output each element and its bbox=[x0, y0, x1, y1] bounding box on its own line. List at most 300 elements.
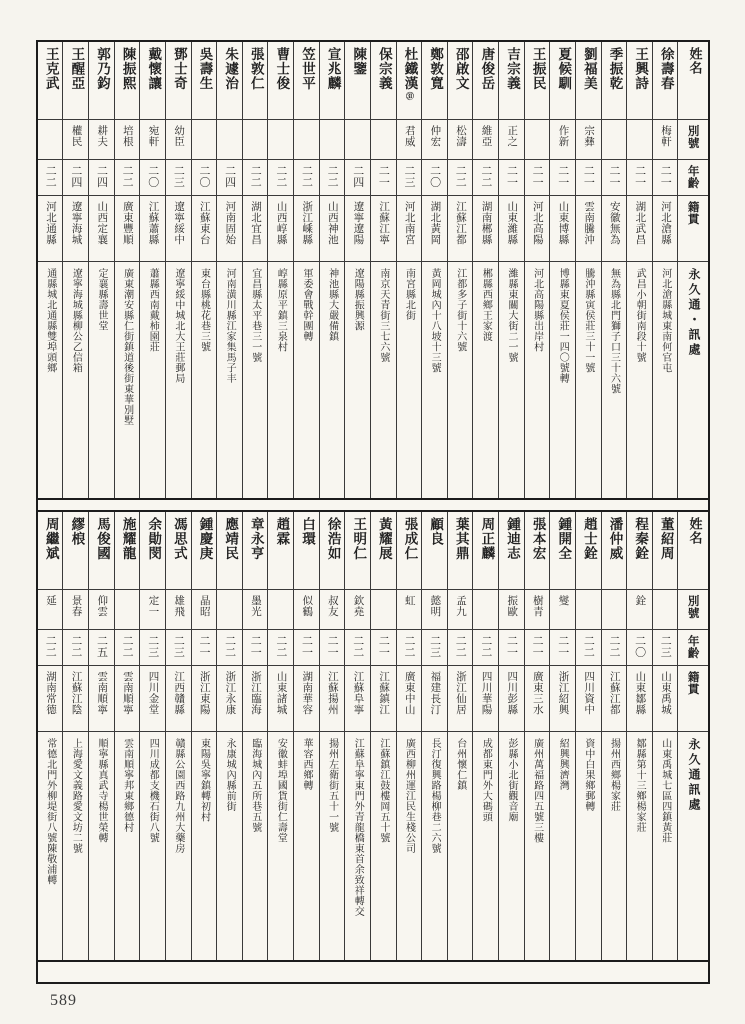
person-age: 二〇 bbox=[422, 160, 447, 196]
person-address: 江都多子街十六號 bbox=[454, 268, 466, 352]
person-alias bbox=[243, 120, 268, 160]
person-alias bbox=[371, 590, 396, 630]
person-address: 南宮縣北街 bbox=[403, 268, 415, 321]
column-header-name: 姓名 bbox=[678, 512, 708, 590]
person-native: 山東禹城 bbox=[653, 666, 678, 732]
person-alias bbox=[268, 590, 293, 630]
page-frame bbox=[36, 40, 710, 984]
person-age: 二三 bbox=[140, 630, 165, 666]
person-native: 湖南華容 bbox=[294, 666, 319, 732]
person-column bbox=[525, 42, 551, 498]
person-age: 二一 bbox=[576, 160, 601, 196]
person-age: 二二 bbox=[473, 160, 498, 196]
person-column bbox=[627, 512, 653, 960]
person-age: 二三 bbox=[653, 630, 678, 666]
person-alias bbox=[268, 120, 293, 160]
person-name: 鍾迪志 bbox=[499, 512, 524, 590]
person-alias bbox=[602, 590, 627, 630]
person-native: 四川華陽 bbox=[473, 666, 498, 732]
person-column bbox=[38, 512, 64, 960]
person-column bbox=[294, 512, 320, 960]
person-column bbox=[473, 512, 499, 960]
person-address: 臨海城內五所巷五號 bbox=[249, 738, 261, 833]
person-column bbox=[268, 42, 294, 498]
person-address: 廣州萬福路四五號三樓 bbox=[531, 738, 543, 843]
person-native: 山東濰縣 bbox=[499, 196, 524, 262]
person-column bbox=[525, 512, 551, 960]
column-header-age: 年齡 bbox=[678, 160, 708, 196]
person-native: 河北南宮 bbox=[397, 196, 422, 262]
person-name: 戴懷讓 bbox=[140, 42, 165, 120]
person-column bbox=[38, 42, 64, 498]
person-age: 二二 bbox=[473, 630, 498, 666]
person-age: 二二 bbox=[243, 160, 268, 196]
person-name: 應靖民 bbox=[217, 512, 242, 590]
person-alias: 延 bbox=[38, 590, 63, 630]
column-header-age: 年齡 bbox=[678, 630, 708, 666]
person-address: 無為縣北門獅子口三十六號 bbox=[608, 268, 620, 394]
person-column bbox=[627, 42, 653, 498]
person-age: 二〇 bbox=[140, 160, 165, 196]
person-native: 江蘇江都 bbox=[448, 196, 473, 262]
person-native: 浙江臨海 bbox=[243, 666, 268, 732]
person-age: 二五 bbox=[89, 630, 114, 666]
person-age: 二二 bbox=[217, 630, 242, 666]
person-address: 黃岡城內十八坡十三號 bbox=[429, 268, 441, 373]
person-native: 河北高陽 bbox=[525, 196, 550, 262]
person-column bbox=[115, 42, 141, 498]
person-alias: 培根 bbox=[115, 120, 140, 160]
person-alias: 定一 bbox=[140, 590, 165, 630]
person-age: 二三 bbox=[166, 160, 191, 196]
person-name: 王克武 bbox=[38, 42, 63, 120]
person-name: 笠世平 bbox=[294, 42, 319, 120]
person-column bbox=[602, 512, 628, 960]
person-age: 二一 bbox=[499, 630, 524, 666]
person-age: 二三 bbox=[166, 630, 191, 666]
person-column bbox=[140, 42, 166, 498]
person-age: 二一 bbox=[243, 630, 268, 666]
header-column bbox=[678, 512, 708, 960]
person-alias bbox=[320, 120, 345, 160]
person-name: 王振民 bbox=[525, 42, 550, 120]
person-address: 武昌小朝街南段十號 bbox=[634, 268, 646, 363]
person-native: 河北滄縣 bbox=[653, 196, 678, 262]
person-native: 浙江東陽 bbox=[192, 666, 217, 732]
person-alias bbox=[192, 120, 217, 160]
person-name: 馬俊國 bbox=[89, 512, 114, 590]
person-age: 二一 bbox=[550, 630, 575, 666]
person-name: 邵啟文 bbox=[448, 42, 473, 120]
person-address: 崞縣原平鎮三泉村 bbox=[275, 268, 287, 352]
person-native: 遼寧海城 bbox=[63, 196, 88, 262]
person-name: 夏候馴 bbox=[550, 42, 575, 120]
person-alias bbox=[294, 120, 319, 160]
person-alias: 墨光 bbox=[243, 590, 268, 630]
person-native: 遼寧遼陽 bbox=[345, 196, 370, 262]
person-age: 二一 bbox=[602, 160, 627, 196]
person-alias: 正之 bbox=[499, 120, 524, 160]
person-native: 湖北武昌 bbox=[627, 196, 652, 262]
person-age: 二四 bbox=[63, 160, 88, 196]
person-address: 東台縣桃花巷三號 bbox=[198, 268, 210, 352]
person-name: 杜鐵漢 ㉛ bbox=[397, 42, 422, 120]
person-native: 廣東豐順 bbox=[115, 196, 140, 262]
person-name: 王興詩 bbox=[627, 42, 652, 120]
person-column bbox=[422, 512, 448, 960]
directory-table-bottom bbox=[38, 510, 708, 962]
person-native: 雲南順寧 bbox=[89, 666, 114, 732]
person-alias: 梅軒 bbox=[653, 120, 678, 160]
person-name: 王醒亞 bbox=[63, 42, 88, 120]
person-age: 二二 bbox=[320, 160, 345, 196]
person-address: 華容西鄉轉 bbox=[300, 738, 312, 791]
person-name: 曹士俊 bbox=[268, 42, 293, 120]
person-address: 博縣東夏侯莊一四〇號轉 bbox=[557, 268, 569, 384]
person-native: 山西定襄 bbox=[89, 196, 114, 262]
person-age: 二二 bbox=[294, 160, 319, 196]
person-age: 二二 bbox=[115, 160, 140, 196]
person-column bbox=[653, 512, 679, 960]
person-address: 軍委會戰幹團轉 bbox=[300, 268, 312, 342]
person-native: 江蘇江都 bbox=[602, 666, 627, 732]
person-name: 繆桹 bbox=[63, 512, 88, 590]
person-address: 紹興興濟灣 bbox=[557, 738, 569, 791]
person-column bbox=[499, 42, 525, 498]
person-age: 二四 bbox=[217, 160, 242, 196]
person-column bbox=[294, 42, 320, 498]
person-native: 四川彭縣 bbox=[499, 666, 524, 732]
person-name: 潘仲威 bbox=[602, 512, 627, 590]
person-column bbox=[345, 42, 371, 498]
person-alias bbox=[371, 120, 396, 160]
person-name: 趙霖 bbox=[268, 512, 293, 590]
person-address: 揚州西鄉楊家莊 bbox=[608, 738, 620, 812]
person-alias: 宛軒 bbox=[140, 120, 165, 160]
person-column bbox=[320, 42, 346, 498]
person-alias bbox=[217, 120, 242, 160]
person-native: 雲南騰沖 bbox=[576, 196, 601, 262]
person-name: 鍾開全 bbox=[550, 512, 575, 590]
column-header-address: 永久通・訊處 bbox=[686, 268, 701, 358]
person-address: 定襄縣壽世堂 bbox=[95, 268, 107, 331]
person-native: 山東鄒縣 bbox=[627, 666, 652, 732]
person-native: 福建長汀 bbox=[422, 666, 447, 732]
person-native: 山東博縣 bbox=[550, 196, 575, 262]
person-address: 南京天青街三七六號 bbox=[377, 268, 389, 363]
person-column bbox=[473, 42, 499, 498]
person-alias bbox=[217, 590, 242, 630]
person-native: 遼寧綏中 bbox=[166, 196, 191, 262]
person-age: 二〇 bbox=[627, 630, 652, 666]
person-native: 湖北黃岡 bbox=[422, 196, 447, 262]
person-column bbox=[345, 512, 371, 960]
person-address: 濰縣東關大街二一號 bbox=[505, 268, 517, 363]
person-address: 遼陽縣振興源 bbox=[352, 268, 364, 331]
person-address: 順寧縣真武寺楊世榮轉 bbox=[95, 738, 107, 843]
directory-table-top bbox=[38, 42, 708, 500]
person-address: 遼寧海城縣柳公乙信箱 bbox=[70, 268, 82, 373]
person-address: 永康城內縣前街 bbox=[224, 738, 236, 812]
person-name: 黃耀展 bbox=[371, 512, 396, 590]
person-column bbox=[140, 512, 166, 960]
person-address: 神池縣大嚴備鎮 bbox=[326, 268, 338, 342]
person-native: 安徽無為 bbox=[602, 196, 627, 262]
person-column bbox=[217, 512, 243, 960]
page-number: 589 bbox=[50, 992, 77, 1009]
person-alias bbox=[525, 120, 550, 160]
person-address: 河南潢川縣江家集馬子丰 bbox=[224, 268, 236, 384]
person-name: 陳振熙 bbox=[115, 42, 140, 120]
person-alias: 幼臣 bbox=[166, 120, 191, 160]
person-native: 山西神池 bbox=[320, 196, 345, 262]
person-name: 周正麟 bbox=[473, 512, 498, 590]
column-header-alias: 別號 bbox=[678, 590, 708, 630]
person-native: 浙江仙居 bbox=[448, 666, 473, 732]
person-alias: 仲宏 bbox=[422, 120, 447, 160]
person-address: 江蘇阜寧東門外青龍橋東首余致祥轉交 bbox=[352, 738, 364, 917]
person-name: 吉宗義 bbox=[499, 42, 524, 120]
person-age: 二二 bbox=[268, 160, 293, 196]
person-name: 王明仁 bbox=[345, 512, 370, 590]
person-column bbox=[397, 42, 423, 498]
person-name: 章永亨 bbox=[243, 512, 268, 590]
person-column bbox=[192, 42, 218, 498]
person-age: 二三 bbox=[422, 630, 447, 666]
person-address: 資中白果鄉郵轉 bbox=[582, 738, 594, 812]
person-native: 江蘇鎮江 bbox=[371, 666, 396, 732]
person-name: 宣兆麟 bbox=[320, 42, 345, 120]
person-native: 雲南順寧 bbox=[115, 666, 140, 732]
person-native: 江蘇江寧 bbox=[371, 196, 396, 262]
person-age: 二一 bbox=[550, 160, 575, 196]
person-address: 安徽蚌埠國貨街仁壽堂 bbox=[275, 738, 287, 843]
column-header-native: 籍貫 bbox=[678, 196, 708, 262]
person-native: 江蘇東台 bbox=[192, 196, 217, 262]
person-alias: 叔友 bbox=[320, 590, 345, 630]
person-age: 二二 bbox=[38, 160, 63, 196]
person-address: 常德北門外柳堤街八號陳敬浦轉 bbox=[44, 738, 56, 885]
person-address: 山東禹城七區四鎮黃莊 bbox=[659, 738, 671, 843]
person-column bbox=[602, 42, 628, 498]
person-native: 江蘇阜寧 bbox=[345, 666, 370, 732]
person-name: 鍾慶庚 bbox=[192, 512, 217, 590]
person-alias bbox=[473, 590, 498, 630]
person-column bbox=[166, 512, 192, 960]
person-alias bbox=[602, 120, 627, 160]
person-address: 台州懷仁鎮 bbox=[454, 738, 466, 791]
person-name: 余勛閔 bbox=[140, 512, 165, 590]
person-column bbox=[448, 512, 474, 960]
person-age: 二二 bbox=[448, 630, 473, 666]
person-alias: 仰雲 bbox=[89, 590, 114, 630]
person-address: 江蘇鎮江鼓樓岡五十號 bbox=[377, 738, 389, 843]
person-alias: 君威 bbox=[397, 120, 422, 160]
person-age: 二四 bbox=[345, 160, 370, 196]
person-native: 廣東中山 bbox=[397, 666, 422, 732]
person-age: 二二 bbox=[602, 630, 627, 666]
person-name: 鄧士奇 bbox=[166, 42, 191, 120]
person-address: 遼寧綏中城北大王莊郵局 bbox=[172, 268, 184, 384]
person-column bbox=[243, 42, 269, 498]
person-age: 二二 bbox=[448, 160, 473, 196]
person-native: 山東諸城 bbox=[268, 666, 293, 732]
person-name: 郭乃鈞 bbox=[89, 42, 114, 120]
person-age: 二一 bbox=[320, 630, 345, 666]
person-address: 郴縣西鄉王家渡 bbox=[480, 268, 492, 342]
person-alias: 作新 bbox=[550, 120, 575, 160]
person-address: 河北滄縣城東南何官屯 bbox=[659, 268, 671, 373]
person-age: 二二 bbox=[397, 630, 422, 666]
person-age: 二一 bbox=[192, 630, 217, 666]
person-address: 成都東門外大碼頭 bbox=[480, 738, 492, 822]
person-native: 浙江紹興 bbox=[550, 666, 575, 732]
person-column bbox=[192, 512, 218, 960]
person-name: 施耀龍 bbox=[115, 512, 140, 590]
person-address: 東陽吳寧鎮轉初村 bbox=[198, 738, 210, 822]
person-column bbox=[576, 512, 602, 960]
person-alias: 似鶴 bbox=[294, 590, 319, 630]
person-address: 通縣城北通縣雙埠頭鄉 bbox=[44, 268, 56, 373]
column-header-name: 姓名 bbox=[678, 42, 708, 120]
person-name: 趙士銓 bbox=[576, 512, 601, 590]
person-age: 二二 bbox=[345, 630, 370, 666]
column-header-alias: 別號 bbox=[678, 120, 708, 160]
person-name-note: ㉛ bbox=[405, 91, 415, 101]
person-native: 湖南常德 bbox=[38, 666, 63, 732]
person-column bbox=[115, 512, 141, 960]
person-address: 揚州左衛街五十一號 bbox=[326, 738, 338, 833]
person-name: 陳鑒 bbox=[345, 42, 370, 120]
person-native: 江西贛縣 bbox=[166, 666, 191, 732]
person-alias: 虹 bbox=[397, 590, 422, 630]
person-column bbox=[63, 512, 89, 960]
person-age: 二一 bbox=[499, 160, 524, 196]
person-age: 二二 bbox=[576, 630, 601, 666]
person-age: 二一 bbox=[371, 160, 396, 196]
person-name: 吳壽生 bbox=[192, 42, 217, 120]
person-name: 周繼斌 bbox=[38, 512, 63, 590]
person-name: 葉其鼎 bbox=[448, 512, 473, 590]
person-native: 四川金堂 bbox=[140, 666, 165, 732]
person-native: 廣東三水 bbox=[525, 666, 550, 732]
person-age: 二二 bbox=[63, 630, 88, 666]
person-column bbox=[422, 42, 448, 498]
person-alias: 耕夫 bbox=[89, 120, 114, 160]
person-alias: 振歐 bbox=[499, 590, 524, 630]
person-name: 徐壽春 bbox=[653, 42, 678, 120]
person-column bbox=[653, 42, 679, 498]
person-alias: 權民 bbox=[63, 120, 88, 160]
person-age: 二四 bbox=[89, 160, 114, 196]
person-alias bbox=[345, 120, 370, 160]
person-name: 朱遽治 bbox=[217, 42, 242, 120]
person-name: 白環 bbox=[294, 512, 319, 590]
person-name: 馮思式 bbox=[166, 512, 191, 590]
person-name: 張敦仁 bbox=[243, 42, 268, 120]
person-address: 鄒縣第十三鄉楊家莊 bbox=[634, 738, 646, 833]
person-address: 廣西柳州運江民生棧公司 bbox=[403, 738, 415, 854]
person-column bbox=[576, 42, 602, 498]
person-alias: 燮 bbox=[550, 590, 575, 630]
person-alias: 宗彝 bbox=[576, 120, 601, 160]
person-address: 蕭縣西南戴柿園莊 bbox=[147, 268, 159, 352]
person-native: 湖南郴縣 bbox=[473, 196, 498, 262]
person-address: 贛縣公園西路九州大藥房 bbox=[172, 738, 184, 854]
person-column bbox=[499, 512, 525, 960]
person-column bbox=[397, 512, 423, 960]
person-alias: 景春 bbox=[63, 590, 88, 630]
person-column bbox=[89, 42, 115, 498]
person-age: 二一 bbox=[371, 630, 396, 666]
person-column bbox=[89, 512, 115, 960]
person-age: 二三 bbox=[397, 160, 422, 196]
person-alias bbox=[576, 590, 601, 630]
person-alias: 雄飛 bbox=[166, 590, 191, 630]
person-native: 河南固始 bbox=[217, 196, 242, 262]
person-alias: 銓 bbox=[627, 590, 652, 630]
person-age: 二一 bbox=[294, 630, 319, 666]
person-address: 彭縣小北街觀音廟 bbox=[505, 738, 517, 822]
person-alias bbox=[38, 120, 63, 160]
person-name: 唐俊岳 bbox=[473, 42, 498, 120]
person-native: 山西崞縣 bbox=[268, 196, 293, 262]
person-address: 廣東潮安縣仁街鎮道後街東華別墅 bbox=[121, 268, 133, 426]
person-age: 二〇 bbox=[192, 160, 217, 196]
column-header-address: 永久通訊處 bbox=[686, 738, 701, 813]
person-age: 二二 bbox=[38, 630, 63, 666]
person-age: 二二 bbox=[115, 630, 140, 666]
person-age: 二一 bbox=[525, 630, 550, 666]
person-native: 江蘇江陰 bbox=[63, 666, 88, 732]
person-column bbox=[550, 42, 576, 498]
person-native: 河北通縣 bbox=[38, 196, 63, 262]
person-column bbox=[550, 512, 576, 960]
person-alias: 懿明 bbox=[422, 590, 447, 630]
person-column bbox=[268, 512, 294, 960]
person-name: 張本宏 bbox=[525, 512, 550, 590]
person-native: 江蘇揚州 bbox=[320, 666, 345, 732]
person-address: 雲南順寧邦東鄉德村 bbox=[121, 738, 133, 833]
person-column bbox=[243, 512, 269, 960]
person-name: 鄭敦寬 bbox=[422, 42, 447, 120]
person-name: 顧良 bbox=[422, 512, 447, 590]
person-native: 江蘇蕭縣 bbox=[140, 196, 165, 262]
person-name: 董紹周 bbox=[653, 512, 678, 590]
person-address: 四川成都支機石街八號 bbox=[147, 738, 159, 843]
column-header-native: 籍貫 bbox=[678, 666, 708, 732]
person-age: 二一 bbox=[525, 160, 550, 196]
person-name: 徐浩如 bbox=[320, 512, 345, 590]
person-age: 二一 bbox=[627, 160, 652, 196]
person-alias bbox=[653, 590, 678, 630]
person-native: 浙江嵊縣 bbox=[294, 196, 319, 262]
person-name: 劉福美 bbox=[576, 42, 601, 120]
person-column bbox=[371, 512, 397, 960]
person-alias bbox=[115, 590, 140, 630]
header-column bbox=[678, 42, 708, 498]
person-native: 浙江永康 bbox=[217, 666, 242, 732]
person-column bbox=[320, 512, 346, 960]
person-column bbox=[371, 42, 397, 498]
person-column bbox=[63, 42, 89, 498]
person-address: 騰沖縣寅侯莊三十一號 bbox=[582, 268, 594, 373]
person-address: 宜昌縣太平巷三一號 bbox=[249, 268, 261, 363]
person-name: 程秦銓 bbox=[627, 512, 652, 590]
person-address: 上海愛文義路愛文坊二號 bbox=[70, 738, 82, 854]
person-name: 季振乾 bbox=[602, 42, 627, 120]
person-native: 湖北宜昌 bbox=[243, 196, 268, 262]
